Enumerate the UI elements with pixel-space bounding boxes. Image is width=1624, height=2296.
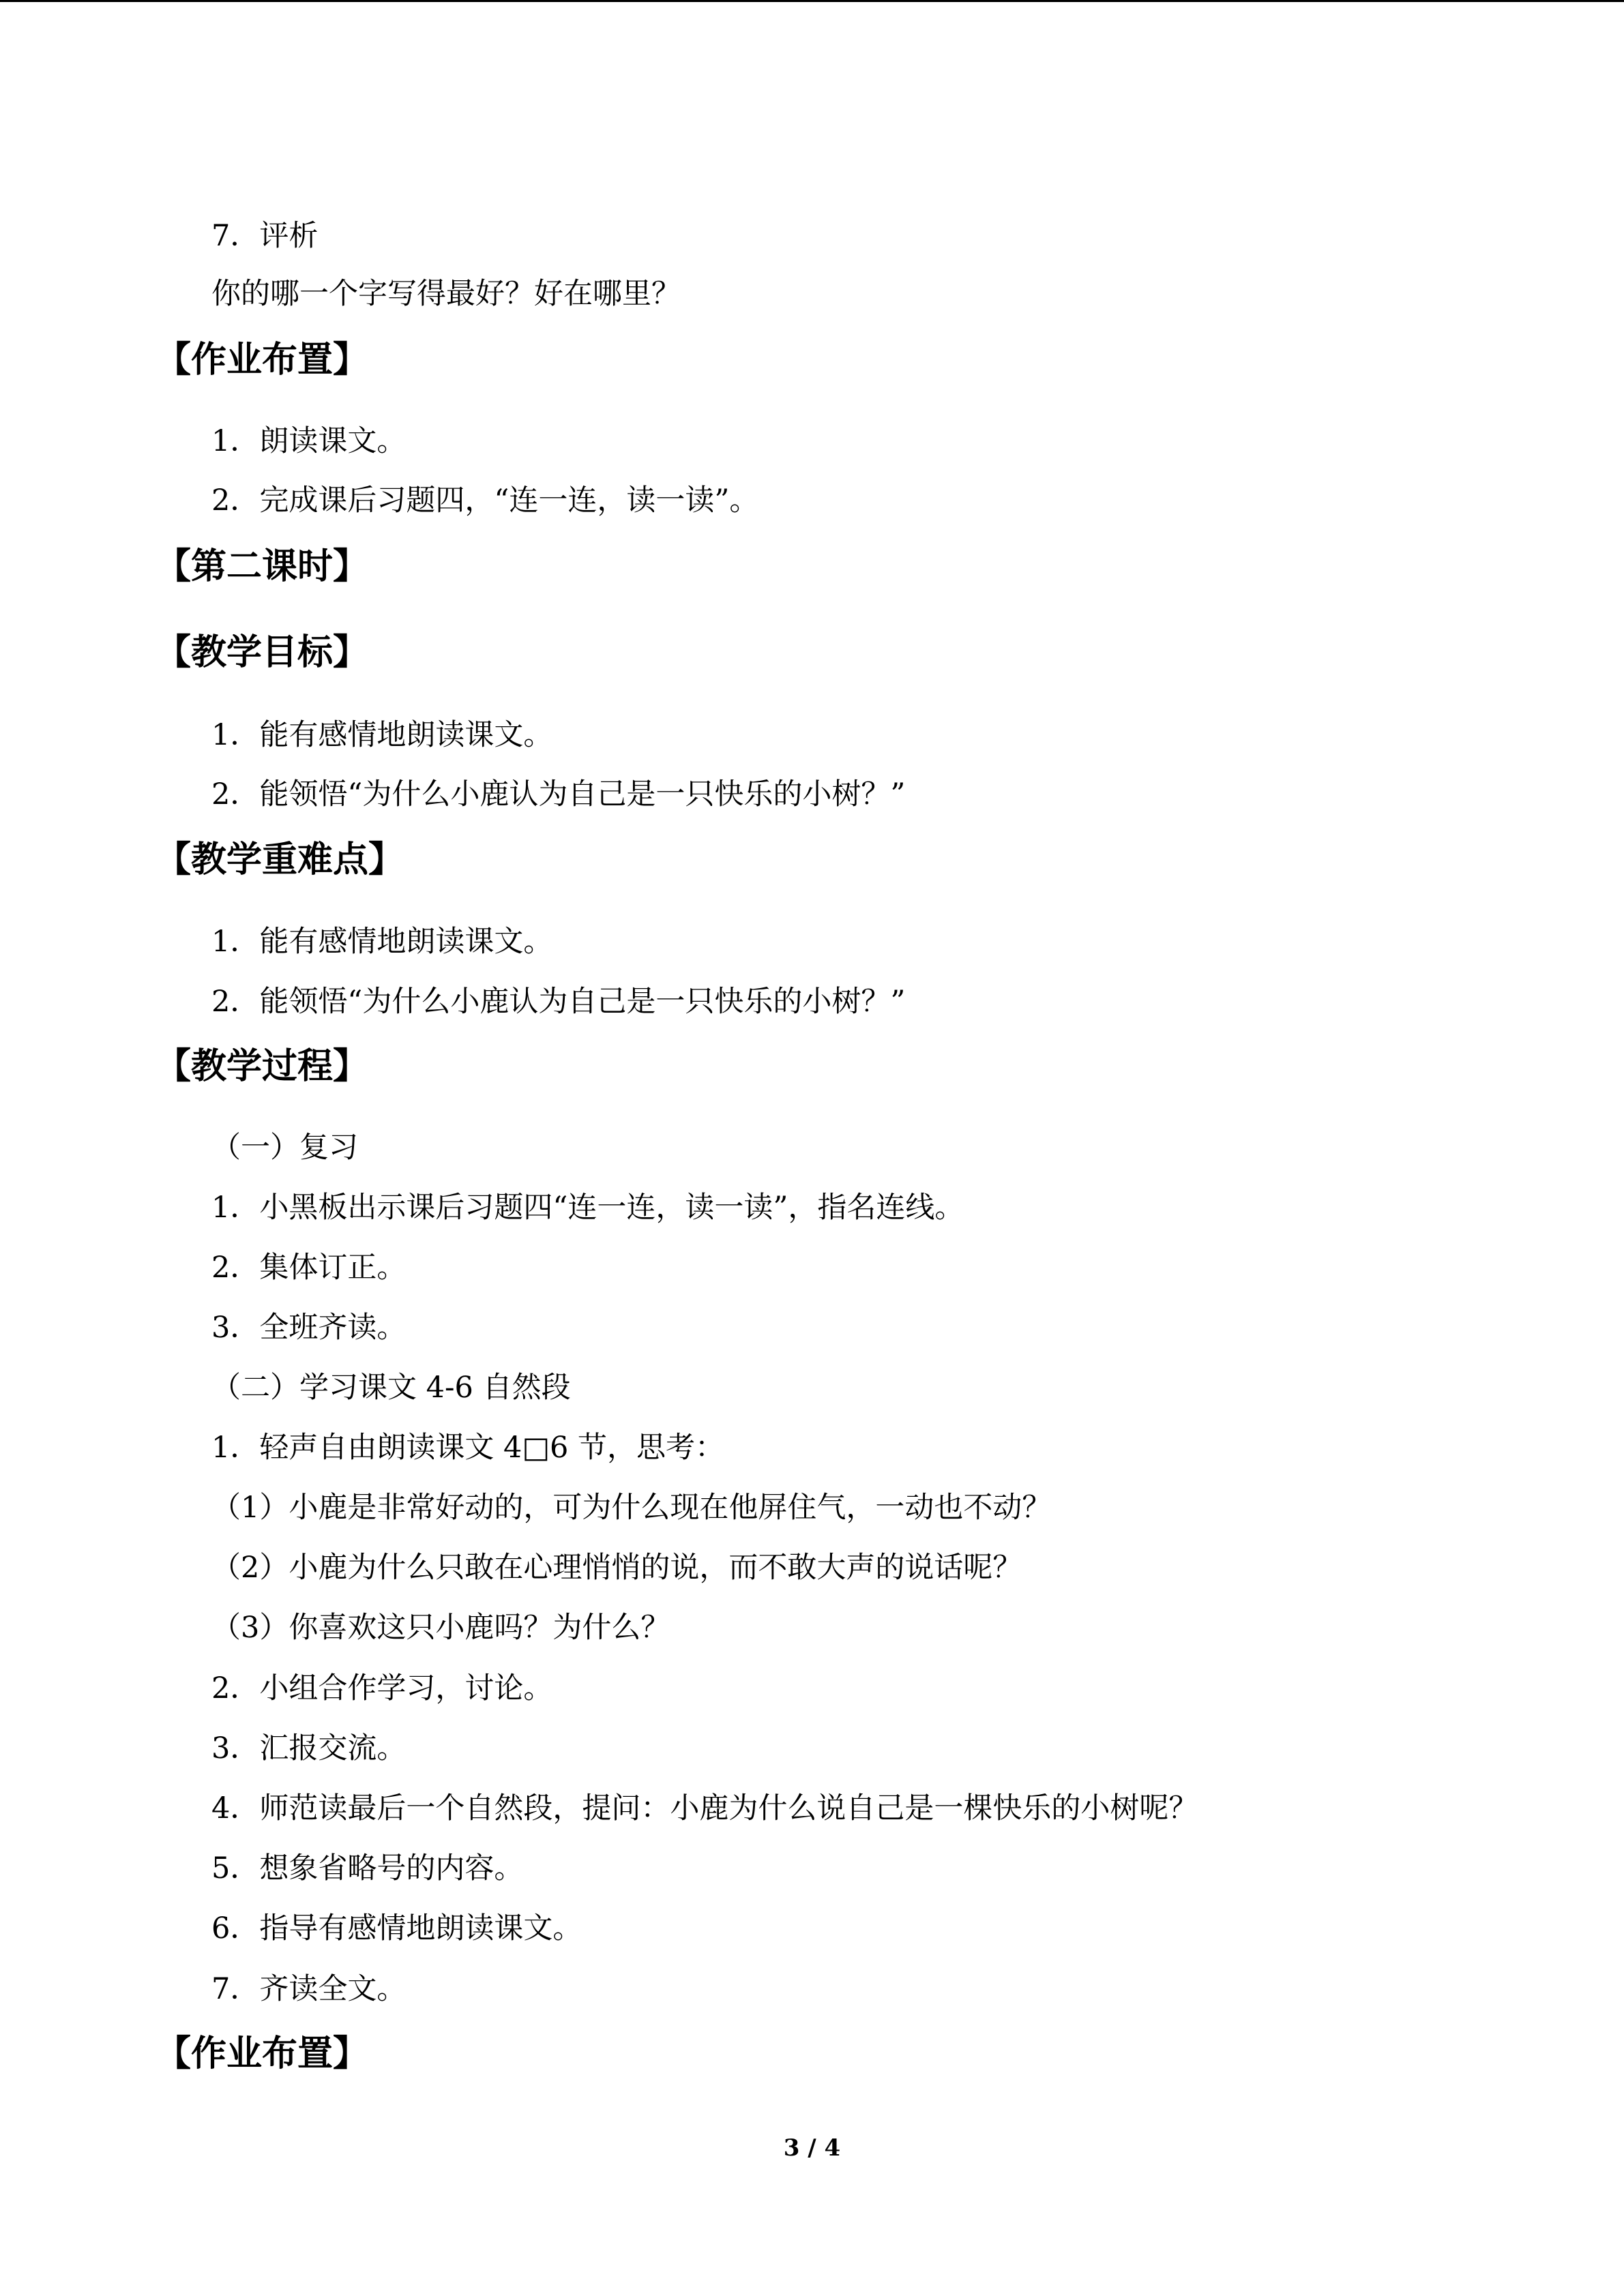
key-point-item-2: 2．能领悟“为什么小鹿认为自己是一只快乐的小树？”	[211, 985, 906, 1019]
study-step-6: 6．指导有感情地朗读课文。	[211, 1911, 582, 1945]
goal-item-1: 1．能有感情地朗读课文。	[211, 718, 553, 752]
evaluation-question: 你的哪一个字写得最好？好在哪里？	[211, 277, 681, 311]
top-border-rule	[0, 0, 1624, 2]
section-heading-homework-2: 【作业布置】	[156, 2033, 369, 2074]
process-step-1: 1．小黑板出示课后习题四“连一连，读一读”，指名连线。	[211, 1191, 964, 1225]
section-heading-second-lesson: 【第二课时】	[156, 546, 369, 587]
process-step-3: 3．全班齐读。	[211, 1311, 407, 1345]
study-question-2: （2）小鹿为什么只敢在心理悄悄的说，而不敢大声的说话呢？	[211, 1551, 1022, 1585]
study-step-7: 7．齐读全文。	[211, 1972, 407, 2006]
study-step-5: 5．想象省略号的内容。	[211, 1851, 524, 1885]
section-heading-teaching-process: 【教学过程】	[156, 1045, 369, 1087]
process-part-2-study: （二）学习课文 4-6 自然段	[211, 1371, 571, 1405]
homework-item-1: 1．朗读课文。	[211, 424, 407, 458]
process-step-2: 2．集体订正。	[211, 1251, 407, 1285]
key-point-item-1: 1．能有感情地朗读课文。	[211, 925, 553, 959]
process-part-1-review: （一）复习	[211, 1131, 358, 1165]
homework-item-2: 2．完成课后习题四，“连一连，读一读”。	[211, 483, 759, 518]
study-question-3: （3）你喜欢这只小鹿吗？为什么？	[211, 1611, 670, 1645]
step-7-evaluation: 7．评析	[211, 219, 319, 253]
section-heading-key-points: 【教学重难点】	[156, 839, 404, 880]
section-heading-homework-1: 【作业布置】	[156, 339, 369, 381]
study-step-2: 2．小组合作学习，讨论。	[211, 1671, 553, 1705]
study-step-1: 1．轻声自由朗读课文 4□6 节，思考：	[211, 1431, 725, 1465]
study-step-4: 4．师范读最后一个自然段，提问：小鹿为什么说自己是一棵快乐的小树呢？	[211, 1791, 1198, 1825]
study-step-3: 3．汇报交流。	[211, 1731, 407, 1765]
goal-item-2: 2．能领悟“为什么小鹿认为自己是一只快乐的小树？”	[211, 777, 906, 811]
section-heading-teaching-goals: 【教学目标】	[156, 631, 369, 673]
study-question-1: （1）小鹿是非常好动的，可为什么现在他屏住气，一动也不动？	[211, 1491, 1052, 1525]
page-number: 3 / 4	[783, 2134, 841, 2162]
